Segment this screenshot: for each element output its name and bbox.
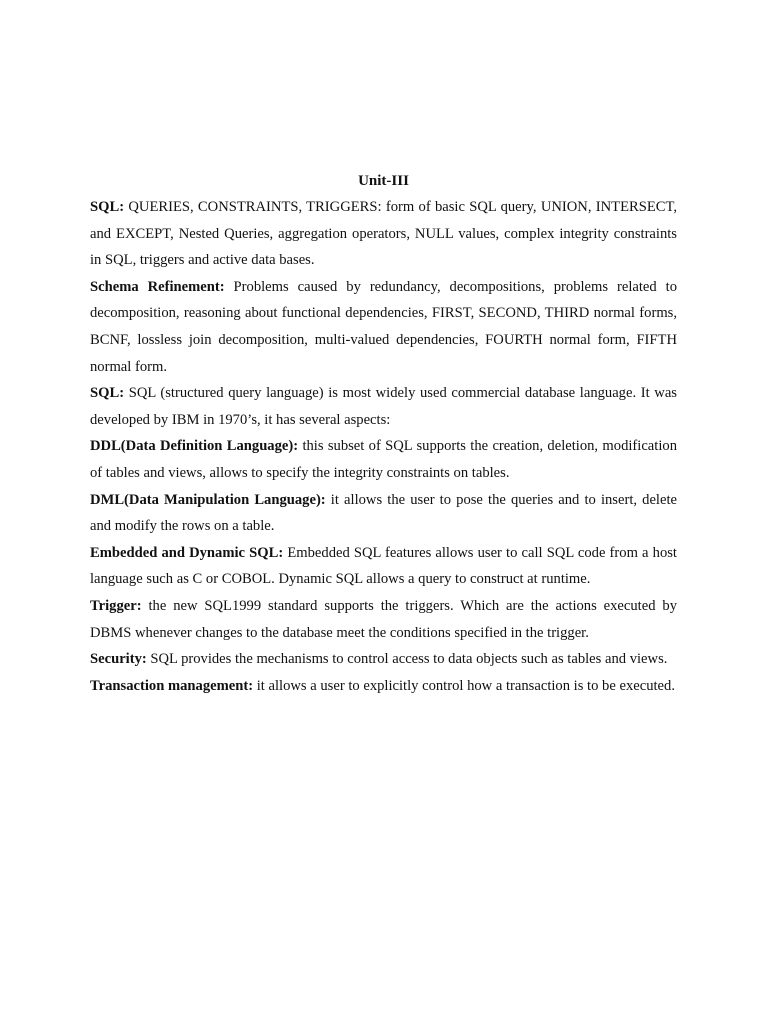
paragraph-text: SQL provides the mechanisms to control access to data objects such as tables and views. — [146, 651, 668, 668]
paragraph-text: SQL (structured query language) is most widely used commercial database language. It was developed by IBM in 1970’s, it has several aspects: — [90, 385, 677, 428]
page-title: Unit-III — [358, 173, 409, 189]
paragraph-text: it allows a user to explicitly control how a transaction is to be executed. — [253, 677, 675, 694]
paragraph-transaction-management — [90, 673, 677, 700]
term-label: Transaction management: — [90, 677, 254, 694]
paragraph-ddl — [90, 433, 677, 486]
paragraph-text: Problems caused by redundancy, decompositions, problems related to decomposition, reasoning about functional dependencies, FIRST, SECOND, THIRD normal forms, BCNF, lossless join decomposition, multi-valued dependencies, FOURTH normal form, FIFTH normal form. — [90, 278, 677, 375]
term-label: SQL: — [90, 199, 125, 215]
paragraph-text: this subset of SQL supports the creation, deletion, modification of tables and views, allows to specify the integrity constraints on tables. — [90, 438, 677, 481]
paragraph-sql-definition — [90, 380, 677, 433]
paragraph-dml — [90, 487, 677, 540]
paragraph-schema-refinement — [90, 274, 677, 380]
paragraph-text: Embedded SQL features allows user to call SQL code from a host language such as C or COBOL. Dynamic SQL allows a query to construct at runtime. — [90, 544, 677, 588]
paragraph-text: the new SQL1999 standard supports the triggers. Which are the actions executed by DBMS whenever changes to the database meet the conditions specified in the trigger. — [90, 597, 677, 641]
paragraph-embedded-dynamic-sql — [90, 540, 677, 593]
term-label: DDL(Data Definition Language): — [90, 438, 299, 455]
term-label: SQL: — [90, 385, 125, 402]
document-page — [90, 170, 677, 699]
term-label: Schema Refinement: — [90, 278, 225, 295]
paragraph-text: QUERIES, CONSTRAINTS, TRIGGERS: form of basic SQL query, UNION, INTERSECT, and EXCEPT, Nested Queries, aggregation operators, NULL values, complex integrity constraints in SQL, triggers and active data bases. — [90, 199, 677, 269]
paragraph-text: it allows the user to pose the queries and to insert, delete and modify the rows on a table. — [90, 491, 677, 535]
paragraph-trigger — [90, 593, 677, 646]
paragraph-sql-topics — [90, 194, 677, 274]
term-label: DML(Data Manipulation Language): — [90, 491, 326, 508]
paragraph-security — [90, 646, 677, 673]
term-label: Embedded and Dynamic SQL: — [90, 544, 284, 561]
term-label: Trigger: — [90, 597, 142, 614]
term-label: Security: — [90, 651, 147, 668]
